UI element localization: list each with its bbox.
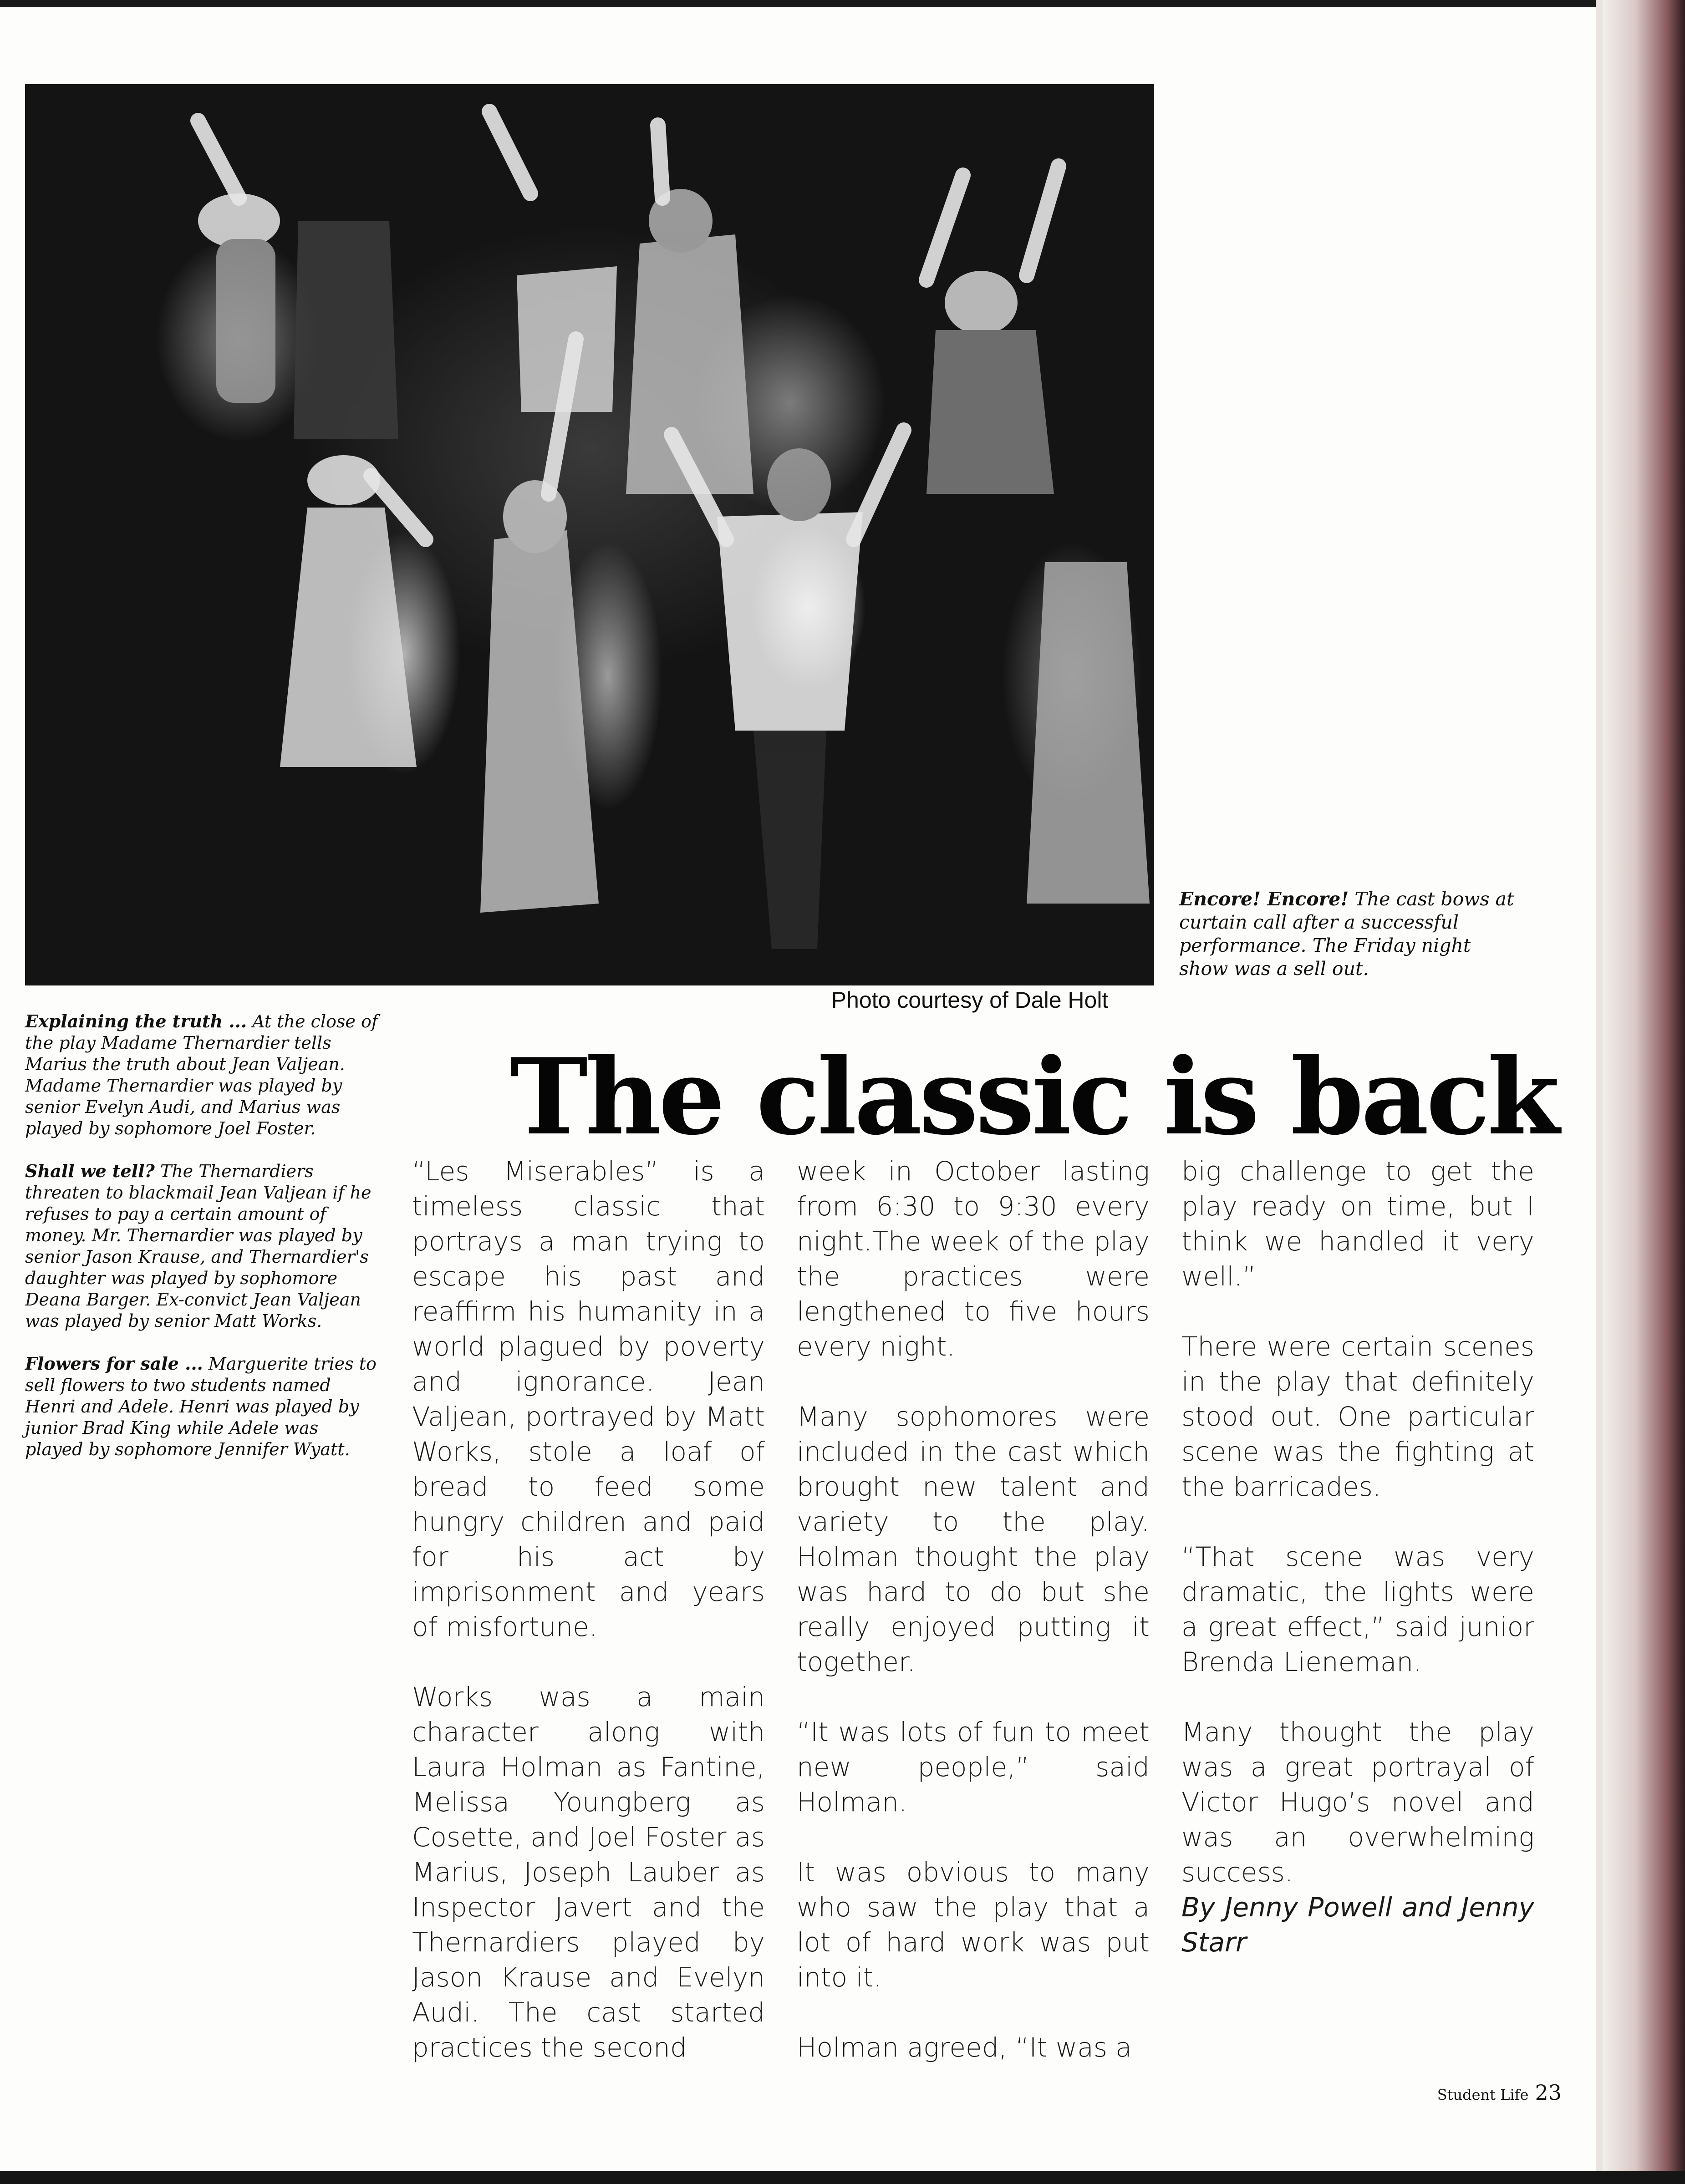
section-name: Student Life xyxy=(1437,2086,1529,2103)
caption-text: Marguerite tries to sell flowers to two students named Henri and Adele. Henri was played by junior Brad King while Adele was played by sophomore Jennifer Wyatt. xyxy=(25,1354,377,1459)
paragraph: Holman agreed, “It was a xyxy=(797,2032,1132,2063)
article-column-2 xyxy=(797,1154,1150,2100)
paragraph: It was obvious to many who saw the play that a lot of hard work was put into it. xyxy=(797,1857,1150,1993)
caption-text: At the close of the play Madame Thernardier tells Marius the truth about Jean Valjean. Madame Thernardier was played by senior Evelyn Audi, and Marius was played by sophomore Joel Foster. xyxy=(25,1011,378,1138)
caption-lead: Shall we tell? xyxy=(25,1161,155,1181)
caption-lead: Flowers for sale ... xyxy=(25,1353,203,1374)
paragraph: Many thought the play was a great portrayal of Victor Hugo’s novel and was an overwhelming success. xyxy=(1181,1717,1534,1888)
paragraph: There were certain scenes in the play that definitely stood out. One particular scene was the fighting at the barricades. xyxy=(1181,1331,1534,1502)
article-headline: The classic is back xyxy=(510,1036,1557,1158)
caption-flowers-for-sale xyxy=(25,1353,380,1460)
paragraph: big challenge to get the play ready on time, but I think we handled it very well.” xyxy=(1181,1156,1534,1292)
paragraph: week in October lasting from 6:30 to 9:30 every night.The week of the play the practices were lengthened to five hours every night. xyxy=(797,1156,1150,1362)
caption-text: The cast bows at curtain call after a successful performance. The Friday night show was a sell out. xyxy=(1179,888,1514,980)
photo-credit: Photo courtesy of Dale Holt xyxy=(831,987,1109,1013)
paragraph: “Les Miserables” is a timeless classic that portrays a man trying to escape his past and reaffirm his humanity in a world plagued by poverty and ignorance. Jean Valjean, portrayed by Matt Works, stole a loaf of bread to feed some hungry children and paid for his act by imprisonment and years of misfortune. xyxy=(412,1156,765,1642)
paragraph: Works was a main character along with Laura Holman as Fantine, Melissa Youngberg as Cosette, and Joel Foster as Marius, Joseph Lauber as Inspector Javert and the Thernardiers played by Jason Krause and Evelyn Audi. The cast started practices the second xyxy=(412,1681,765,2063)
cast-curtain-call-photo xyxy=(25,84,1154,985)
paragraph: Many sophomores were included in the cast which brought new talent and variety to the play. Holman thought the play was hard to do but she really enjoyed putting it together. xyxy=(797,1401,1150,1677)
paragraph: “That scene was very dramatic, the lights were a great effect,” said junior Brenda Lieneman. xyxy=(1181,1541,1534,1677)
article-column-1 xyxy=(412,1154,765,2100)
book-binding-edge xyxy=(1603,0,1685,2184)
byline: By Jenny Powell and Jenny Starr xyxy=(1181,1892,1534,1958)
paragraph: “It was lots of fun to meet new people,” said Holman. xyxy=(797,1717,1150,1818)
article-column-3 xyxy=(1181,1154,1534,1995)
page-folio xyxy=(1407,2080,1562,2105)
scan-top-edge xyxy=(0,0,1685,7)
caption-column-left xyxy=(25,1011,380,1481)
caption-encore xyxy=(1179,888,1516,980)
caption-shall-we-tell xyxy=(25,1160,380,1332)
caption-explaining-truth xyxy=(25,1011,380,1139)
caption-lead: Explaining the truth ... xyxy=(25,1011,247,1031)
photo-figures xyxy=(25,84,1154,985)
scan-bottom-edge xyxy=(0,2171,1685,2184)
caption-lead: Encore! Encore! xyxy=(1179,888,1349,910)
caption-text: The Thernardiers threaten to blackmail Jean Valjean if he refuses to pay a certain amount of money. Mr. Thernardier was played by senior Jason Krause, and Thernardier's daughter was played by sophomore Deana Barger. Ex-convict Jean Valjean was played by senior Matt Works. xyxy=(25,1161,372,1331)
page-number: 23 xyxy=(1535,2080,1562,2105)
